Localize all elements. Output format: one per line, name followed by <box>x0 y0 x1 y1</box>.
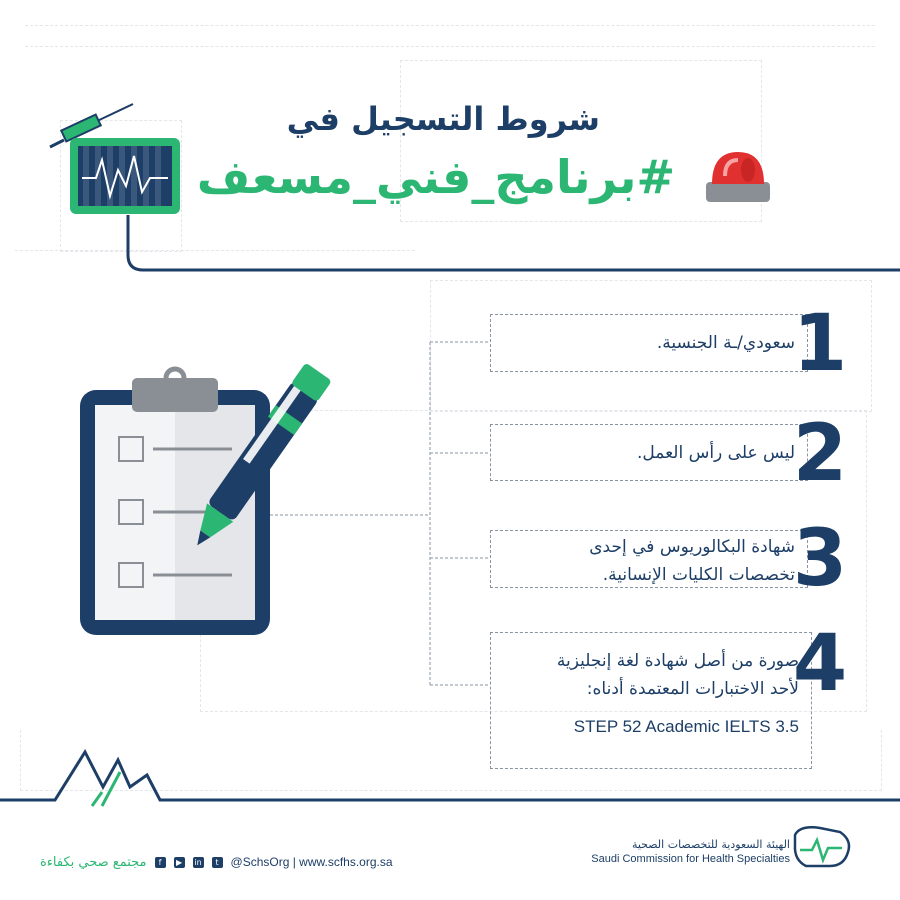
header-divider-line <box>128 215 900 270</box>
requirement-4-text-line2: لأحد الاختبارات المعتمدة أدناه: <box>586 679 799 699</box>
org-name-english: Saudi Commission for Health Specialties <box>591 853 790 865</box>
footer-left <box>40 852 393 872</box>
org-name-block <box>591 838 790 865</box>
requirement-3-text-line2: تخصصات الكليات الإنسانية. <box>602 565 795 585</box>
requirement-1-text: سعودي/ـة الجنسية. <box>656 333 795 353</box>
linkedin-icon[interactable]: in <box>194 857 202 867</box>
requirement-4-text-line1: صورة من أصل شهادة لغة إنجليزية <box>556 651 799 671</box>
logo-icon <box>795 827 849 866</box>
requirement-2-number: 2 <box>792 409 848 499</box>
requirement-3-text-line1: شهادة البكالوريوس في إحدى <box>589 537 795 557</box>
facebook-icon[interactable]: f <box>155 857 166 868</box>
program-hashtag: #برنامج_فني_مسعف <box>196 150 675 204</box>
siren-icon <box>706 152 770 202</box>
org-name-arabic: الهيئة السعودية للتخصصات الصحية <box>631 838 790 851</box>
requirement-4-box <box>490 632 812 769</box>
heartbeat-accent <box>92 772 120 806</box>
requirement-2-text: ليس على رأس العمل. <box>636 443 795 463</box>
youtube-icon[interactable]: ▶ <box>174 857 185 868</box>
requirement-3-number: 3 <box>792 514 848 604</box>
twitter-icon[interactable]: t <box>212 857 223 868</box>
requirement-4-number: 4 <box>792 619 848 709</box>
accepted-tests: STEP 52 Academic IELTS 3.5 <box>573 717 799 736</box>
slogan: مجتمع صحي بكفاءة <box>40 854 147 870</box>
requirement-3-box <box>490 530 808 588</box>
social-handle-and-website[interactable]: @SchsOrg | www.scfhs.org.sa <box>230 855 393 869</box>
requirement-1-number: 1 <box>792 299 848 389</box>
requirement-2-box <box>490 424 808 481</box>
page-title: شروط التسجيل في <box>286 100 600 138</box>
heart-monitor-icon <box>70 138 180 214</box>
requirement-1-box <box>490 314 808 372</box>
